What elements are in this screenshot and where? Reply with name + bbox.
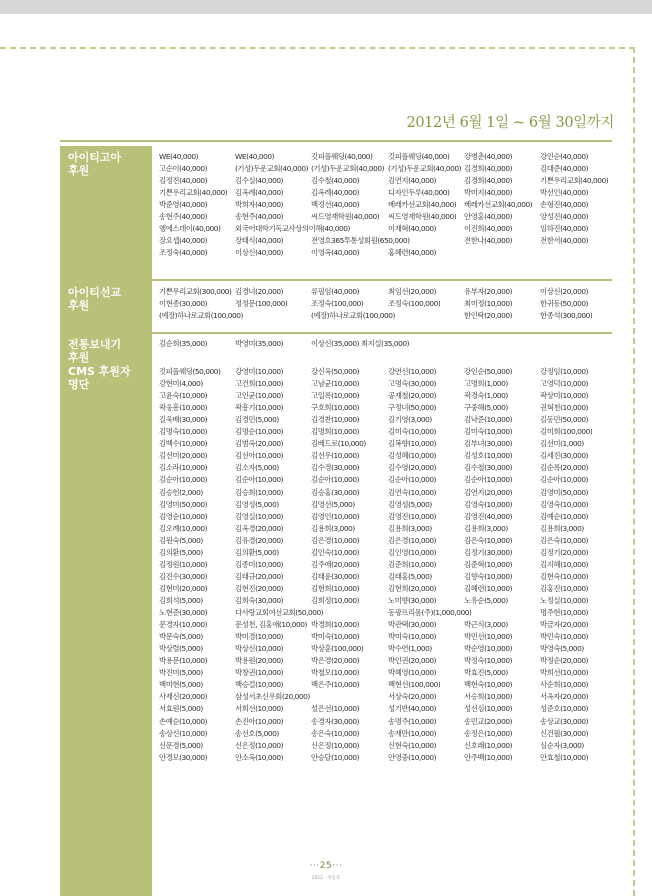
donor-entry: 안소옥(10,000) [235, 752, 284, 762]
donor-entry: 김태윤(30,000) [311, 571, 360, 581]
donor-entry: 김승희(10,000) [235, 487, 284, 497]
donor-entry: 길욱배(30,000) [159, 415, 208, 425]
donor-entry: 기쁜우리교회(40,000) [159, 188, 228, 198]
donor-entry: 김영미(50,000) [159, 499, 208, 509]
donor-entry: 김현숙(10,000) [540, 571, 589, 581]
donor-entry: 송정은(10,000) [464, 728, 513, 738]
dashed-frame-top [0, 47, 635, 49]
donor-entry: 박상렬(5,000) [159, 644, 203, 654]
donor-entry: 성준호(10,000) [540, 704, 589, 714]
donor-entry: 서상숙(20,000) [388, 692, 437, 702]
donor-entry: 구호희(10,000) [311, 403, 360, 413]
donor-entry: 전영호365투통성회원(650,000) [311, 236, 410, 246]
donor-entry: 서승희(10,000) [464, 692, 513, 702]
donor-entry: 박상훈(100,000) [311, 644, 364, 654]
donor-entry: 강영미(10,000) [235, 367, 284, 376]
donor-entry: 장요셉(40,000) [159, 236, 208, 246]
donor-entry: 박희선(10,000) [540, 668, 589, 678]
donor-entry: 조정숙(40,000) [159, 248, 208, 258]
donor-entry: 베레카선교회(40,000) [464, 200, 533, 210]
section-title-line: 명단 [68, 378, 90, 391]
donor-entry: 김종미(10,000) [235, 559, 284, 569]
donor-entry: 김영진(10,000) [388, 511, 437, 521]
donor-entry: 강현미(4,000) [159, 379, 203, 389]
donor-entry: 박준영(40,000) [159, 200, 208, 210]
donor-entry: 송민교(20,000) [464, 716, 513, 726]
donor-entry: 송경자(30,000) [311, 716, 360, 726]
donor-entry: 김경희(40,000) [464, 164, 513, 174]
donor-entry: 김미숙(10,000) [388, 427, 437, 437]
donor-entry: 김준혁(10,000) [464, 559, 513, 569]
donor-entry: 박영미(35,000) [235, 339, 284, 348]
donor-entry: 한인탁(20,000) [464, 311, 513, 321]
donor-entry: 백미현(5,000) [159, 680, 203, 690]
donor-entry: 김은숙(10,000) [540, 535, 589, 545]
donor-entry: 안승달(10,000) [311, 752, 360, 762]
donor-entry: 송상교(30,000) [540, 716, 589, 726]
donor-entry: 김부녀(30,000) [464, 439, 513, 449]
donor-entry: 노정실(10,000) [540, 596, 589, 605]
donor-entry: 김기영(3,000) [388, 415, 432, 425]
donor-entry: 고남균(10,000) [311, 379, 360, 389]
donor-entry: 문경자(10,000) [159, 620, 208, 629]
section-title-line: 아이티선교 [68, 286, 122, 299]
donor-entry: 김순록(20,000) [540, 463, 589, 473]
donor-entry: 안영홍(40,000) [464, 212, 513, 222]
donor-entry: 김성호(10,000) [464, 451, 513, 461]
donor-entry: 안경모(30,000) [159, 752, 208, 762]
donor-entry: 김선아(10,000) [235, 451, 284, 461]
donor-entry: 김동민(50,000) [540, 415, 589, 425]
donor-entry: 김경희(40,000) [464, 176, 513, 186]
donor-entry: 안영중(10,000) [388, 752, 437, 762]
section-title-haiti-mission [68, 286, 150, 312]
donor-entry: 송은숙(10,000) [311, 728, 360, 738]
donor-entry: 박수연(1,000) [388, 644, 432, 654]
donor-entry: 백정선(40,000) [311, 200, 360, 210]
donor-entry: 김영숙(10,000) [540, 499, 589, 509]
donor-entry: 김연지(20,000) [464, 487, 513, 497]
donor-entry: 김옥례(40,000) [311, 188, 360, 198]
donor-entry: WE(40,000) [159, 152, 199, 161]
donor-entry: 김지혜(10,000) [540, 559, 589, 569]
donor-entry: 씨드영재학원(40,000) [311, 212, 380, 222]
donor-entry: (기성)두운교회(40,000) [311, 164, 385, 174]
donor-entry: 이진희(40,000) [464, 224, 513, 234]
donor-entry: 박철모(10,000) [311, 668, 360, 678]
donor-entry: 김오례(10,000) [159, 523, 208, 533]
donor-entry: 박미지(40,000) [464, 188, 513, 198]
donor-entry: 김현진(20,000) [235, 583, 284, 593]
donor-entry: 박희자(40,000) [235, 200, 284, 210]
donor-entry: 김정기(30,000) [464, 547, 513, 557]
donor-entry: (예장)하나로교회(100,000) [159, 311, 243, 321]
section-title-line: 전통보내기 [68, 338, 122, 351]
donor-entry: 김영인(10,000) [311, 511, 360, 521]
top-margin-strip [0, 0, 652, 14]
donor-entry: 김태홍(5,000) [388, 571, 432, 581]
donor-entry: 김미희(100,000) [540, 427, 593, 437]
donor-entry: 김용희(3,000) [311, 523, 355, 533]
donor-entry: 김옥경(20,000) [235, 523, 284, 533]
donor-entry: 기쁜우리교회(40,000) [540, 176, 609, 186]
donor-entry: 김순아(10,000) [159, 475, 208, 485]
donor-entry: 고명희(1,000) [464, 379, 508, 389]
donor-entry: 깃피플웨딩(50,000) [159, 367, 221, 376]
donor-entry: 김미숙(10,000) [464, 427, 513, 437]
donor-entry: 곽상미(10,000) [540, 391, 589, 401]
donor-entry: 김명희(10,000) [311, 427, 360, 437]
donor-entry: 백현선(100,000) [388, 680, 441, 690]
donor-entry: 김수경(30,000) [311, 463, 360, 473]
donor-entry: 박효진(5,000) [464, 668, 508, 678]
donor-entry: 김세진(30,000) [540, 451, 589, 461]
donor-entry: 김영성(5,000) [388, 499, 432, 509]
donor-entry: 고순이(40,000) [159, 164, 208, 174]
donor-entry: 곽경숙(1,000) [464, 391, 508, 401]
donor-entry: WE(40,000) [235, 152, 275, 161]
section-title-line: 아이티고아 [68, 151, 122, 164]
donor-entry: 서희선(10,000) [235, 704, 284, 714]
donor-entry: 송현주(40,000) [235, 212, 284, 222]
donor-entry: 안효철(10,000) [540, 752, 589, 762]
donor-entry: 안주백(10,000) [464, 752, 513, 762]
donor-entry: 이상신(20,000) [540, 287, 589, 296]
donor-entry: 홍혜련(40,000) [388, 248, 437, 258]
donor-entry: 김백수(10,000) [159, 439, 208, 449]
donor-entry: 김용희(3,000) [464, 523, 508, 533]
donor-entry: 구중해(5,000) [464, 403, 508, 413]
donor-entry: 서옥자(20,000) [540, 692, 589, 702]
donor-entry: 최미정(10,000) [464, 299, 513, 309]
donor-entry: 송선호(5,000) [235, 728, 279, 738]
donor-entry: 명주현(10,000) [540, 608, 589, 617]
donor-entry: 박미숙(10,000) [311, 632, 360, 642]
dashed-frame-right [633, 47, 635, 896]
donor-entry: 김경녀(20,000) [235, 287, 284, 296]
donor-entry: 박진미(5,000) [159, 668, 203, 678]
donor-entry: 김정원(10,000) [159, 559, 208, 569]
donor-entry: 김유경(20,000) [235, 535, 284, 545]
donor-entry: 다사랑교회여선교회(50,000) [235, 608, 324, 617]
donor-entry: 최임선(20,000) [388, 287, 437, 296]
donor-entry: 김현희(20,000) [388, 583, 437, 593]
donor-entry: 박상신(10,000) [235, 644, 284, 654]
donor-entry: 박금자(20,000) [540, 620, 589, 629]
donor-entry: 김의환(5,000) [235, 547, 279, 557]
donor-entry: 동광프리몸(주)(1,000,000) [388, 608, 472, 617]
donor-entry: 신은정(10,000) [235, 740, 284, 750]
donor-entry: 김승홍(30,000) [311, 487, 360, 497]
donor-entry: 박민선(10,000) [464, 632, 513, 642]
section-title-line: 후원 [68, 351, 90, 364]
donor-entry: 곽웅흥(10,000) [159, 403, 208, 413]
donor-entry: 김향숙(10,000) [464, 571, 513, 581]
donor-entry: 김명숙(10,000) [159, 427, 208, 437]
donor-entry: 백은주(10,000) [311, 680, 360, 690]
donor-entry: 김수철(30,000) [464, 463, 513, 473]
donor-entry: 김선미(1,000) [540, 439, 584, 449]
donor-entry: 박용원(20,000) [235, 656, 284, 666]
donor-entry: 김희숙(30,000) [235, 596, 284, 605]
donor-entry: 박인권(20,000) [388, 656, 437, 666]
section-divider [60, 279, 612, 281]
donor-entry: 신은정(10,000) [311, 740, 360, 750]
donor-entry: (기성)두운교회(40,000) [235, 164, 309, 174]
donor-entry: 김현미(20,000) [159, 583, 208, 593]
donor-entry: 김대준(40,000) [540, 164, 589, 174]
donor-entry: 유부자(20,000) [464, 287, 513, 296]
donor-entry: 백승걸(10,000) [235, 680, 284, 690]
donor-entry: 김옥례(40,000) [235, 188, 284, 198]
donor-entry: 김순아(10,000) [464, 475, 513, 485]
donor-entry: 김의환(5,000) [159, 547, 203, 557]
section-title-tradition-send [68, 338, 150, 364]
donor-entry: 노미향(30,000) [388, 596, 437, 605]
donor-entry: 김베드로(10,000) [311, 439, 366, 449]
donor-entry: 김성혜(10,000) [388, 451, 437, 461]
donor-entry: 송상신(10,000) [159, 728, 208, 738]
section-title-haiti-orphan [68, 151, 150, 177]
donor-entry: 김선우(10,000) [311, 451, 360, 461]
donor-entry: 한귀동(50,000) [540, 299, 589, 309]
donor-entry: 김홍진(10,000) [540, 583, 589, 593]
donor-entry: 김진수(30,000) [159, 571, 208, 581]
donor-entry: 김인숙(10,000) [311, 547, 360, 557]
donor-entry: 김수영(20,000) [388, 463, 437, 473]
donor-entry: 사순희(10,000) [540, 680, 589, 690]
donor-entry: 김승헌(2,000) [159, 487, 203, 497]
donor-entry: 양성진(40,000) [540, 212, 589, 222]
donor-entry: 삼성서초신우회(20,000) [235, 692, 310, 702]
donor-entry: 송재만(10,000) [388, 728, 437, 738]
donor-entry: 고윤숙(10,000) [159, 391, 208, 401]
donor-entry: 김은숙(10,000) [464, 535, 513, 545]
donor-entry: 백현숙(10,000) [464, 680, 513, 690]
donor-entry: 성선심(10,000) [464, 704, 513, 714]
donor-entry: (예장)하나로교회(100,000) [311, 311, 395, 321]
donor-entry: 이영옥(40,000) [311, 248, 360, 258]
donor-entry: 김순아(10,000) [388, 475, 437, 485]
donor-entry: 신문경(5,000) [159, 740, 203, 750]
page-number: ···25··· [309, 861, 343, 871]
donor-entry: 손예순(10,000) [159, 716, 208, 726]
donor-entry: 김용희(3,000) [540, 523, 584, 533]
donor-entry: 씨드영재학원(40,000) [388, 212, 457, 222]
donor-entry: 김인영(10,000) [388, 547, 437, 557]
donor-entry: 김연숙(10,000) [388, 487, 437, 497]
donor-entry: 박정순(20,000) [540, 656, 589, 666]
donor-entry: 김순아(10,000) [311, 475, 360, 485]
donor-entry: 김낙준(10,000) [464, 415, 513, 425]
donor-entry: 공재철(20,000) [388, 391, 437, 401]
donor-entry: 김선미(20,000) [159, 451, 208, 461]
donor-entry: 사재신(20,000) [159, 692, 208, 702]
donor-entry: 설은선(10,000) [311, 704, 360, 714]
donor-entry: 노유순(5,000) [464, 596, 508, 605]
section-divider [60, 332, 612, 334]
donor-entry: 심순자(3,000) [540, 740, 584, 750]
donor-entry: 김순아(10,000) [540, 475, 589, 485]
donor-entry: 깃피플웨딩(40,000) [388, 152, 450, 161]
donor-entry: 전한서(40,000) [540, 236, 589, 246]
donor-entry: 김복향(10,000) [388, 439, 437, 449]
donor-entry: 김영선(5,000) [311, 499, 355, 509]
donor-entry: 임하진(40,000) [540, 224, 589, 234]
donor-entry: 이현종(30,000) [159, 299, 208, 309]
donor-entry: 김태규(20,000) [235, 571, 284, 581]
donor-entry: 구정녀(50,000) [388, 403, 437, 413]
donor-entry: 박문숙(5,000) [159, 632, 203, 642]
donor-entry: 외국어대학기독교사상의이해(40,000) [235, 224, 350, 234]
donor-entry: 박은경(20,000) [311, 656, 360, 666]
donor-entry: 김정기(20,000) [540, 547, 589, 557]
donor-entry: 김희정(10,000) [311, 596, 360, 605]
donor-entry: 성기반(40,000) [388, 704, 437, 714]
donor-entry: 노현준(30,000) [159, 608, 208, 617]
donor-entry: 조정숙(100,000) [311, 299, 364, 309]
donor-entry: 김현희(10,000) [311, 583, 360, 593]
donor-entry: 서효원(5,000) [159, 704, 203, 714]
donor-entry: 김수철(40,000) [311, 176, 360, 186]
donor-entry: 박혜영(10,000) [388, 668, 437, 678]
donor-entry: 김순희(35,000) [159, 339, 208, 348]
donor-entry: 디자인두루(40,000) [388, 188, 450, 198]
donor-entry: 엠에스데이(40,000) [159, 224, 221, 234]
period-heading: 2012년 6월 1일 ~ 6월 30일까지 [406, 115, 614, 131]
donor-entry: 김영진(40,000) [464, 511, 513, 521]
donor-entry: 강정임(10,000) [540, 367, 589, 376]
donor-entry: 김원숙(5,000) [159, 535, 203, 545]
donor-entry: 강인순(50,000) [464, 367, 513, 376]
header-rule [60, 140, 612, 142]
donor-entry: 김연지(40,000) [388, 176, 437, 186]
donor-entry: 김용희(3,000) [388, 523, 432, 533]
donor-entry: 박영숙(5,000) [540, 644, 584, 654]
donor-entry: 김소라(10,000) [159, 463, 208, 473]
donor-entry: (기성)두운교회(40,000) [388, 164, 462, 174]
donor-entry: 김은경(10,000) [388, 535, 437, 545]
donor-entry: 김경민(5,000) [235, 415, 279, 425]
donor-entry: 김정진(40,000) [159, 176, 208, 186]
donor-entry: 이상신(40,000) [235, 248, 284, 258]
donor-entry: 박선인(40,000) [540, 188, 589, 198]
donor-entry: 신건월(30,000) [540, 728, 589, 738]
donor-entry: 송명주(10,000) [388, 716, 437, 726]
donor-entry: 기쁜우리교회(300,000) [159, 287, 232, 296]
donor-entry: 신호래(10,000) [464, 740, 513, 750]
donor-entry: 김준희(10,000) [388, 559, 437, 569]
donor-entry: 박근식(3,000) [464, 620, 508, 629]
donor-entry: 고건희(10,000) [235, 379, 284, 389]
donor-entry: 박순영(10,000) [464, 644, 513, 654]
section-title-line: 후원 [68, 164, 90, 177]
section-title-cms-donors [68, 365, 150, 391]
section-sidebar [60, 146, 152, 896]
donor-entry: 김영미(50,000) [540, 487, 589, 497]
donor-entry: 신현숙(10,000) [388, 740, 437, 750]
donor-entry: 김경찬(10,000) [311, 415, 360, 425]
donor-entry: 베레카선교회(40,000) [388, 200, 457, 210]
donor-entry: 류필임(40,000) [311, 287, 360, 296]
donor-entry: 김혜련(10,000) [464, 583, 513, 593]
donor-entry: 김은경(10,000) [311, 535, 360, 545]
donor-entry: 김영실(10,000) [235, 511, 284, 521]
donor-entry: 김예순(10,000) [540, 511, 589, 521]
donor-entry: 김소자(5,000) [235, 463, 279, 473]
donor-entry: 이상신(35,000) 최지설(35,000) [311, 339, 410, 348]
donor-entry: 손형진(40,000) [540, 200, 589, 210]
donor-entry: 고명숙(30,000) [388, 379, 437, 389]
section-title-line: CMS 후원자 [68, 365, 131, 378]
donor-entry: 김영숙(10,000) [464, 499, 513, 509]
donor-entry: 김범옥(20,000) [235, 439, 284, 449]
donor-entry: 한종석(300,000) [540, 311, 593, 321]
donor-entry: 김영순(10,000) [159, 511, 208, 521]
donor-entry: 강인순(40,000) [540, 152, 589, 161]
donor-entry: 박미숙(10,000) [388, 632, 437, 642]
donor-entry: 곽흥기(10,000) [235, 403, 284, 413]
donor-entry: 박미경(10,000) [235, 632, 284, 642]
donor-entry: 김영성(5,000) [235, 499, 279, 509]
donor-entry: 김명순(10,000) [235, 427, 284, 437]
donor-entry: 전한나(40,000) [464, 236, 513, 246]
donor-entry: 조정숙(100,000) [388, 299, 441, 309]
page-footer-subtitle: 2012 · 여름호 [311, 876, 341, 881]
donor-entry: 김수실(40,000) [235, 176, 284, 186]
donor-entry: 강연신(10,000) [388, 367, 437, 376]
donor-entry: 박용문(10,000) [159, 656, 208, 666]
donor-entry: 강병춘(40,000) [464, 152, 513, 161]
donor-entry: 박경희(10,000) [311, 620, 360, 629]
donor-entry: 손진아(10,000) [235, 716, 284, 726]
donor-entry: 장태식(40,000) [235, 236, 284, 246]
donor-entry: 김순아(10,000) [235, 475, 284, 485]
donor-entry: 권혁천(10,000) [540, 403, 589, 413]
donor-entry: 고일록(10,000) [311, 391, 360, 401]
donor-entry: 깃피플웨딩(40,000) [311, 152, 373, 161]
donor-entry: 문성천, 김홍애(10,000) [235, 620, 307, 629]
section-title-line: 후원 [68, 299, 90, 312]
donor-entry: 박민숙(10,000) [540, 632, 589, 642]
donor-entry: 고인균(10,000) [235, 391, 284, 401]
donor-entry: 이재혁(40,000) [388, 224, 437, 234]
donor-entry: 김주애(20,000) [311, 559, 360, 569]
donor-entry: 박정숙(10,000) [464, 656, 513, 666]
donor-entry: 박관택(30,000) [388, 620, 437, 629]
donor-entry: 송현주(40,000) [159, 212, 208, 222]
donor-entry: 박창권(10,000) [235, 668, 284, 678]
donor-entry: 강신욱(50,000) [311, 367, 360, 376]
donor-entry: 김희석(5,000) [159, 596, 203, 605]
donor-entry: 정정문(100,000) [235, 299, 288, 309]
donor-entry: 고영덕(10,000) [540, 379, 589, 389]
